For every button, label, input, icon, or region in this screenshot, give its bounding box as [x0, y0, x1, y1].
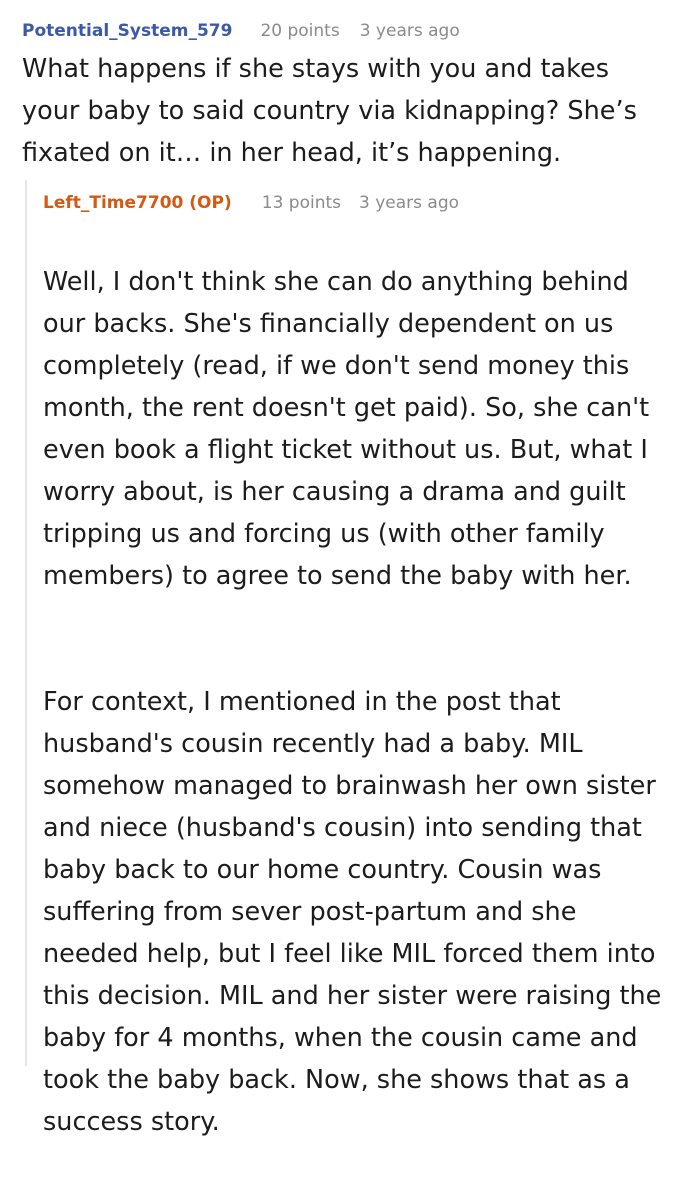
reply-paragraph-1: Well, I don't think she can do anything behind our backs. She's financially dependent on us completely (read, if we don't send money this month, the rent doesn't get paid). So, she can't even book a flight ticket without us. But, what I worry about, is her causing a drama and guilt tripping us and forcing us (with other family members) to agree to send the baby with her. — [43, 267, 650, 591]
comment-username[interactable]: Potential_System_579 — [22, 21, 233, 41]
comment-points: 20 points — [260, 21, 340, 41]
reply-points: 13 points — [261, 193, 341, 213]
reply-paragraph-2: For context, I mentioned in the post that husband's cousin recently had a baby. MIL somehow managed to brainwash her own sister and niece (husband's cousin) into sending that baby back to our home country. Cousin was suffering from sever post-partum and she needed help, but I feel like MIL forced them into this decision. MIL and her sister were raising the baby for 4 months, when the cousin came and took the baby back. Now, she shows that as a success story. — [43, 687, 662, 1137]
comment-timestamp: 3 years ago — [359, 21, 460, 41]
reply-timestamp: 3 years ago — [359, 193, 460, 213]
reply-meta — [43, 190, 459, 216]
comment-meta — [22, 18, 460, 44]
reply-body — [43, 219, 688, 1185]
reply-comment — [0, 180, 700, 1137]
comment-body: What happens if she stays with you and takes your baby to said country via kidnapping? She’s fixated on it… in her head, it’s happening. — [22, 54, 637, 168]
thread-line[interactable] — [25, 180, 27, 1066]
reply-username[interactable]: Left_Time7700 (OP) — [43, 193, 232, 213]
